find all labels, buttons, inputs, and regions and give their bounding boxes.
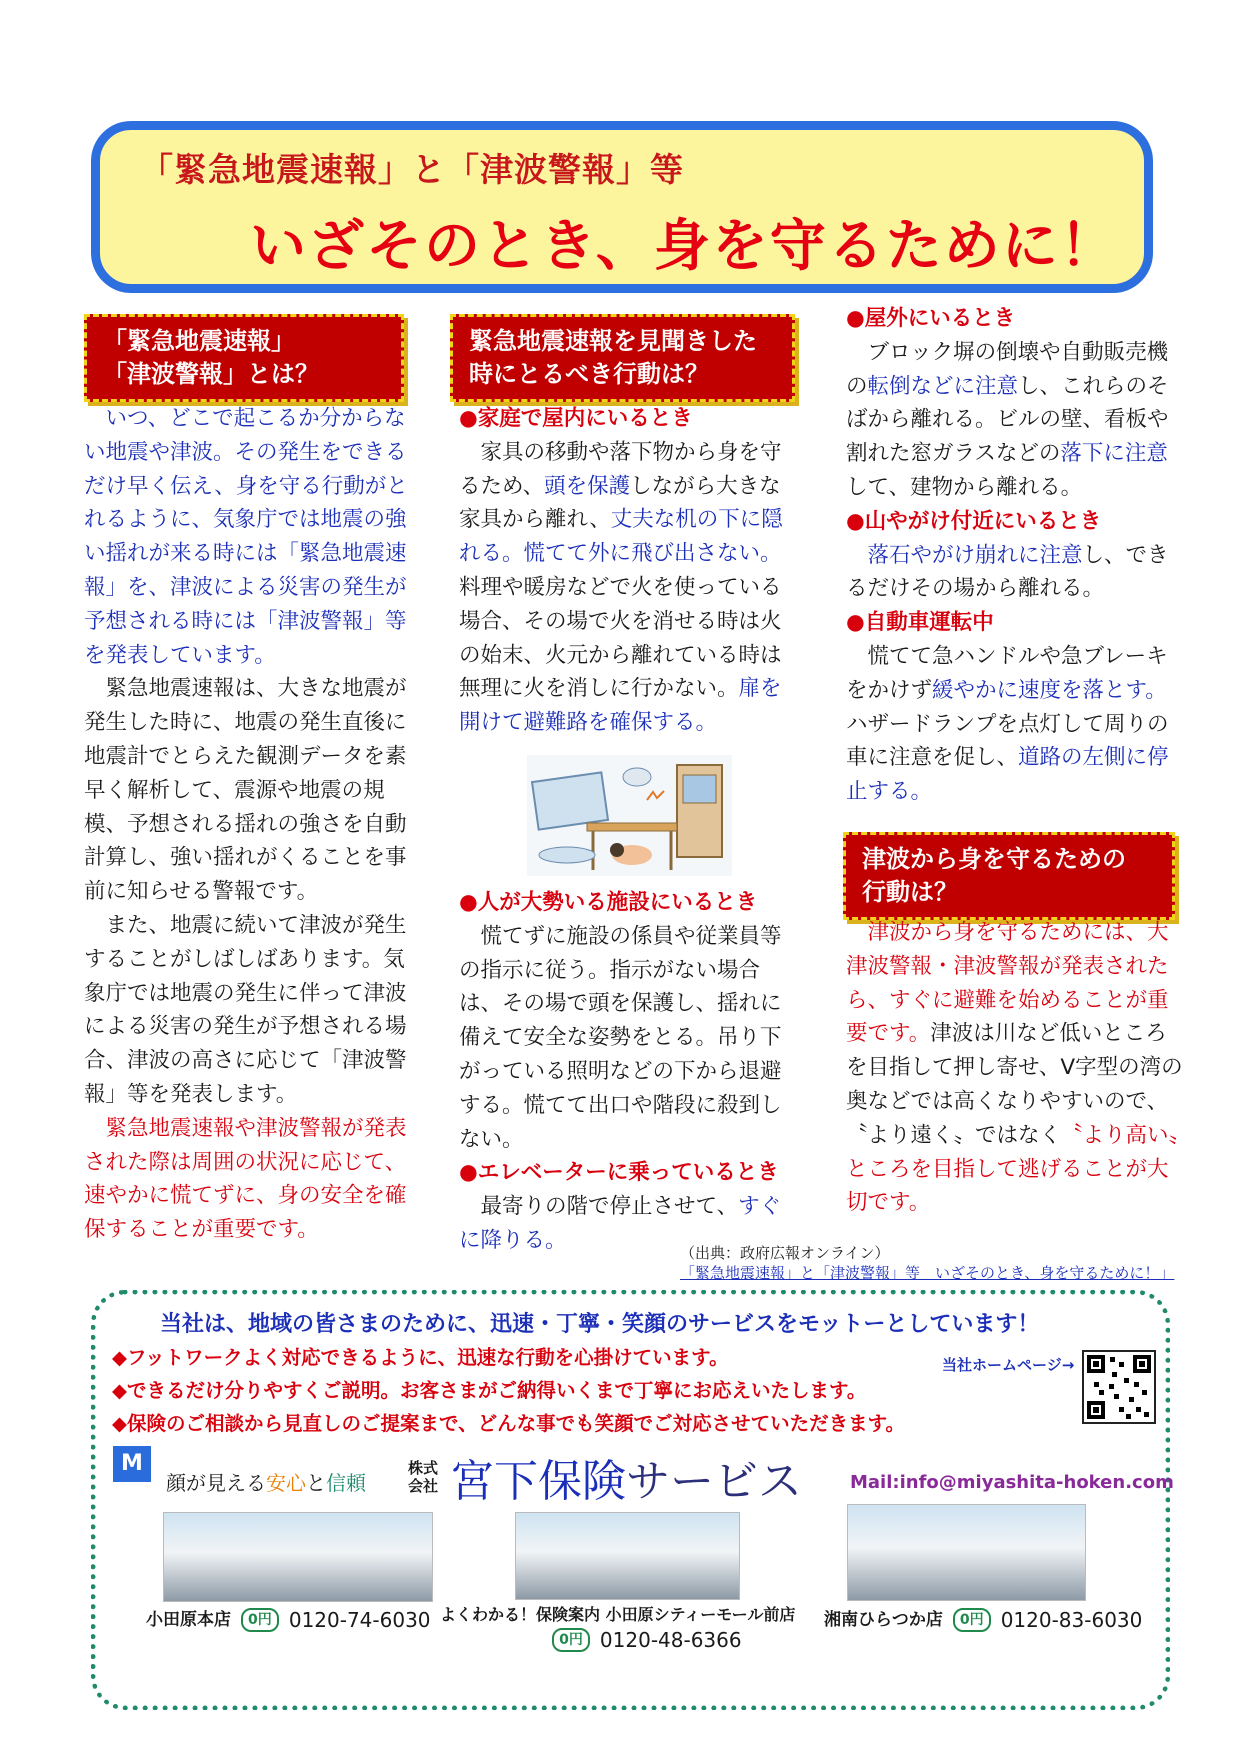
- text-run: し、できるだけその場から離れる。: [846, 542, 1169, 602]
- company-motto: 当社は、地域の皆さまのために、迅速・丁寧・笑顔のサービスをモットーとしています！: [160, 1312, 1040, 1337]
- text-run: 株式: [407, 1459, 438, 1477]
- text-run: と: [306, 1471, 326, 1495]
- text-run: ブロック塀の倒壊や自動販売機の: [846, 339, 1169, 399]
- store-phone[interactable]: 0120-74-6030: [288, 1608, 431, 1632]
- text-run: して、建物から離れる。: [846, 474, 1083, 500]
- text-run: 料理や暖房などで火を使っている場合、その場で火を消せる時は火の始末、火元から離れている時は無理に火を消しに行かない。: [459, 574, 782, 702]
- tsunami-warning-paragraph: また、地震に続いて津波が発生することがしばしばあります。気象庁では地震の発生に伴って津波による災害の発生が予想される場合、津波の高さに応じて「津波警報」等を発表します。: [84, 912, 407, 1107]
- text-run: 最寄りの階で停止させて、: [480, 1194, 739, 1220]
- text-run: サービス: [626, 1456, 802, 1507]
- text-run: 津波は川など低いところを目指して押し寄せ、V字型の湾の奥などでは高くなりやすいので、〝より遠く〟ではなく: [846, 1021, 1183, 1148]
- service-bullets: [112, 1341, 905, 1440]
- section-header-actions: [450, 314, 795, 402]
- qr-svg: [1084, 1352, 1154, 1422]
- company-logo: M: [113, 1446, 151, 1482]
- section-title-line: 「緊急地震速報」: [103, 327, 295, 355]
- store-odawara: [146, 1605, 431, 1632]
- header-title: いざそのとき、身を守るために！: [250, 214, 1118, 279]
- subheading-elevator: ●エレベーターに乗っているとき: [459, 1160, 779, 1186]
- intro-paragraph: いつ、どこで起こるか分からない地震や津波。その発生をできるだけ早く伝え、身を守る行動がとれるように、気象庁では地震の強い揺れが来る時には「緊急地震速報」を、津波による災害の発生が予想される時には「津波警報」等を発表しています。: [84, 406, 408, 668]
- column-3: [846, 302, 1184, 809]
- bullet-item: ◆保険のご相談から見直しのご提案まで、どんな事でも笑顔でご対応させていただきます。: [112, 1412, 906, 1435]
- subheading-car: ●自動車運転中: [846, 610, 994, 636]
- homepage-label: 当社ホームページ→: [942, 1356, 1075, 1374]
- illustration-svg: [527, 755, 732, 876]
- store-phone[interactable]: 0120-83-6030: [1000, 1608, 1143, 1632]
- section-header-what-is: [84, 314, 404, 402]
- text-run: すぐに降りる。: [459, 1194, 782, 1253]
- store-name: 湘南ひらつか店: [824, 1610, 943, 1630]
- text-run: しながら大きな家具から離れ、: [459, 473, 781, 533]
- text-run: 会社: [407, 1477, 438, 1495]
- free-dial-icon: 0円: [552, 1628, 590, 1652]
- store-city-mall-label: [440, 1602, 795, 1625]
- text-run: 家具の移動や落下物から身を守るため、: [459, 439, 782, 499]
- store-city-mall: [548, 1628, 742, 1652]
- bullet-item: ◆できるだけ分りやすくご説明。お客さまがご納得いくまで丁寧にお応えいたします。: [112, 1379, 867, 1402]
- tsunami-paragraph: [846, 916, 1184, 1220]
- free-dial-icon: 0円: [241, 1608, 279, 1632]
- text-run: 〝より高い〟ところを目指して逃げることが大切です。: [846, 1122, 1180, 1216]
- store-photo-hiratsuka: [847, 1504, 1086, 1601]
- subheading-facility: ●人が大勢いる施設にいるとき: [459, 890, 758, 915]
- store-phone[interactable]: 0120-48-6366: [599, 1628, 742, 1652]
- text-run: ハザードランプを点灯して周りの車に注意を促し、: [846, 711, 1169, 771]
- store-photo-odawara: [163, 1512, 433, 1602]
- section-header-tsunami: [843, 832, 1175, 920]
- section-title-line: 津波から身を守るための: [862, 845, 1126, 873]
- section-title-line: 時にとるべき行動は？: [469, 360, 709, 388]
- mountain-paragraph: [846, 539, 1184, 607]
- free-dial-icon: 0円: [953, 1608, 991, 1632]
- text-run: 落下に注意: [1060, 441, 1168, 467]
- facility-paragraph: 慌てずに施設の係員や従業員等の指示に従う。指示がない場合は、その場で頭を保護し、揺れに備えて安全な姿勢をとる。吊り下がっている照明などの下から退避する。慌てて出口や階段に殺到しない。: [459, 923, 782, 1152]
- text-run: 扉を開けて避難路を確保する。: [459, 676, 782, 736]
- text-run: 信頼: [326, 1471, 366, 1495]
- company-name: [450, 1445, 802, 1509]
- text-run: 落石やがけ崩れに注意: [867, 542, 1083, 568]
- subheading-outdoor: ●屋外にいるとき: [846, 306, 1016, 331]
- column-1: [84, 402, 412, 1247]
- outdoor-paragraph: [846, 336, 1184, 505]
- section-title-line: 緊急地震速報を見聞きした: [469, 327, 757, 355]
- text-run: 宮下保険: [450, 1456, 626, 1507]
- column-2-lower: [459, 886, 799, 1258]
- qr-code-icon[interactable]: [1082, 1350, 1156, 1424]
- store-hiratsuka: [824, 1605, 1142, 1632]
- source-line: （出典：政府広報オンライン）: [680, 1244, 890, 1262]
- text-run: 緩やかに速度を落とす。: [932, 677, 1167, 703]
- text-run: 転倒などに注意: [867, 373, 1019, 399]
- text-run: し、これらのそばから離れる。ビルの壁、看板や割れた窓ガラスなどの: [846, 373, 1169, 467]
- eew-paragraph: 緊急地震速報は、大きな地震が発生した時に、地震の発生直後に地震計でとらえた観測データを素早く解析して、震源や地震の規模、予想される揺れの強さを自動計算し、強い揺れがくることを事前に知らせる警報です。: [84, 676, 407, 905]
- text-run: 慌てて急ハンドルや急ブレーキをかけず: [846, 643, 1168, 703]
- company-type: [406, 1459, 440, 1495]
- store-name: よくわかる！保険案内 小田原シティーモール前店: [440, 1605, 796, 1624]
- text-run: 丈夫な机の下に隠れる。慌てて外に飛び出さない。: [459, 507, 783, 567]
- section-title-line: 「津波警報」とは？: [103, 360, 319, 388]
- text-run: 安心: [266, 1471, 306, 1495]
- subheading-mountain: ●山やがけ付近にいるとき: [846, 508, 1102, 534]
- text-run: 顔が見える: [166, 1471, 266, 1495]
- important-paragraph: 緊急地震速報や津波警報が発表された際は周囲の状況に応じて、速やかに慌てずに、身の安全を確保することが重要です。: [84, 1115, 407, 1243]
- section-title-line: 行動は？: [862, 878, 958, 906]
- text-run: 津波から身を守るためには、大津波警報・津波警報が発表されたら、すぐに避難を始めることが重要です。: [846, 920, 1169, 1047]
- home-paragraph: [459, 436, 799, 740]
- company-tagline: [166, 1467, 366, 1496]
- store-photo-city-mall: [515, 1512, 740, 1600]
- text-run: 頭を保護: [544, 473, 631, 499]
- text-run: 道路の左側に停止する。: [846, 745, 1169, 805]
- column-2: [459, 402, 799, 740]
- company-email[interactable]: Mail:info@miyashita-hoken.com: [850, 1472, 1174, 1493]
- column-3-lower: [846, 916, 1184, 1220]
- earthquake-illustration: [527, 755, 732, 876]
- store-name: 小田原本店: [146, 1610, 231, 1630]
- car-paragraph: [846, 640, 1184, 809]
- subheading-home: ●家庭で屋内にいるとき: [459, 406, 693, 431]
- source-citation: [680, 1243, 1174, 1283]
- header-subtitle: 「緊急地震速報」と「津波警報」等: [140, 150, 684, 189]
- bullet-item: ◆フットワークよく対応できるように、迅速な行動を心掛けています。: [112, 1346, 729, 1369]
- source-link[interactable]: 「緊急地震速報」と「津波警報」等 いざそのとき、身を守るために！」: [680, 1264, 1175, 1282]
